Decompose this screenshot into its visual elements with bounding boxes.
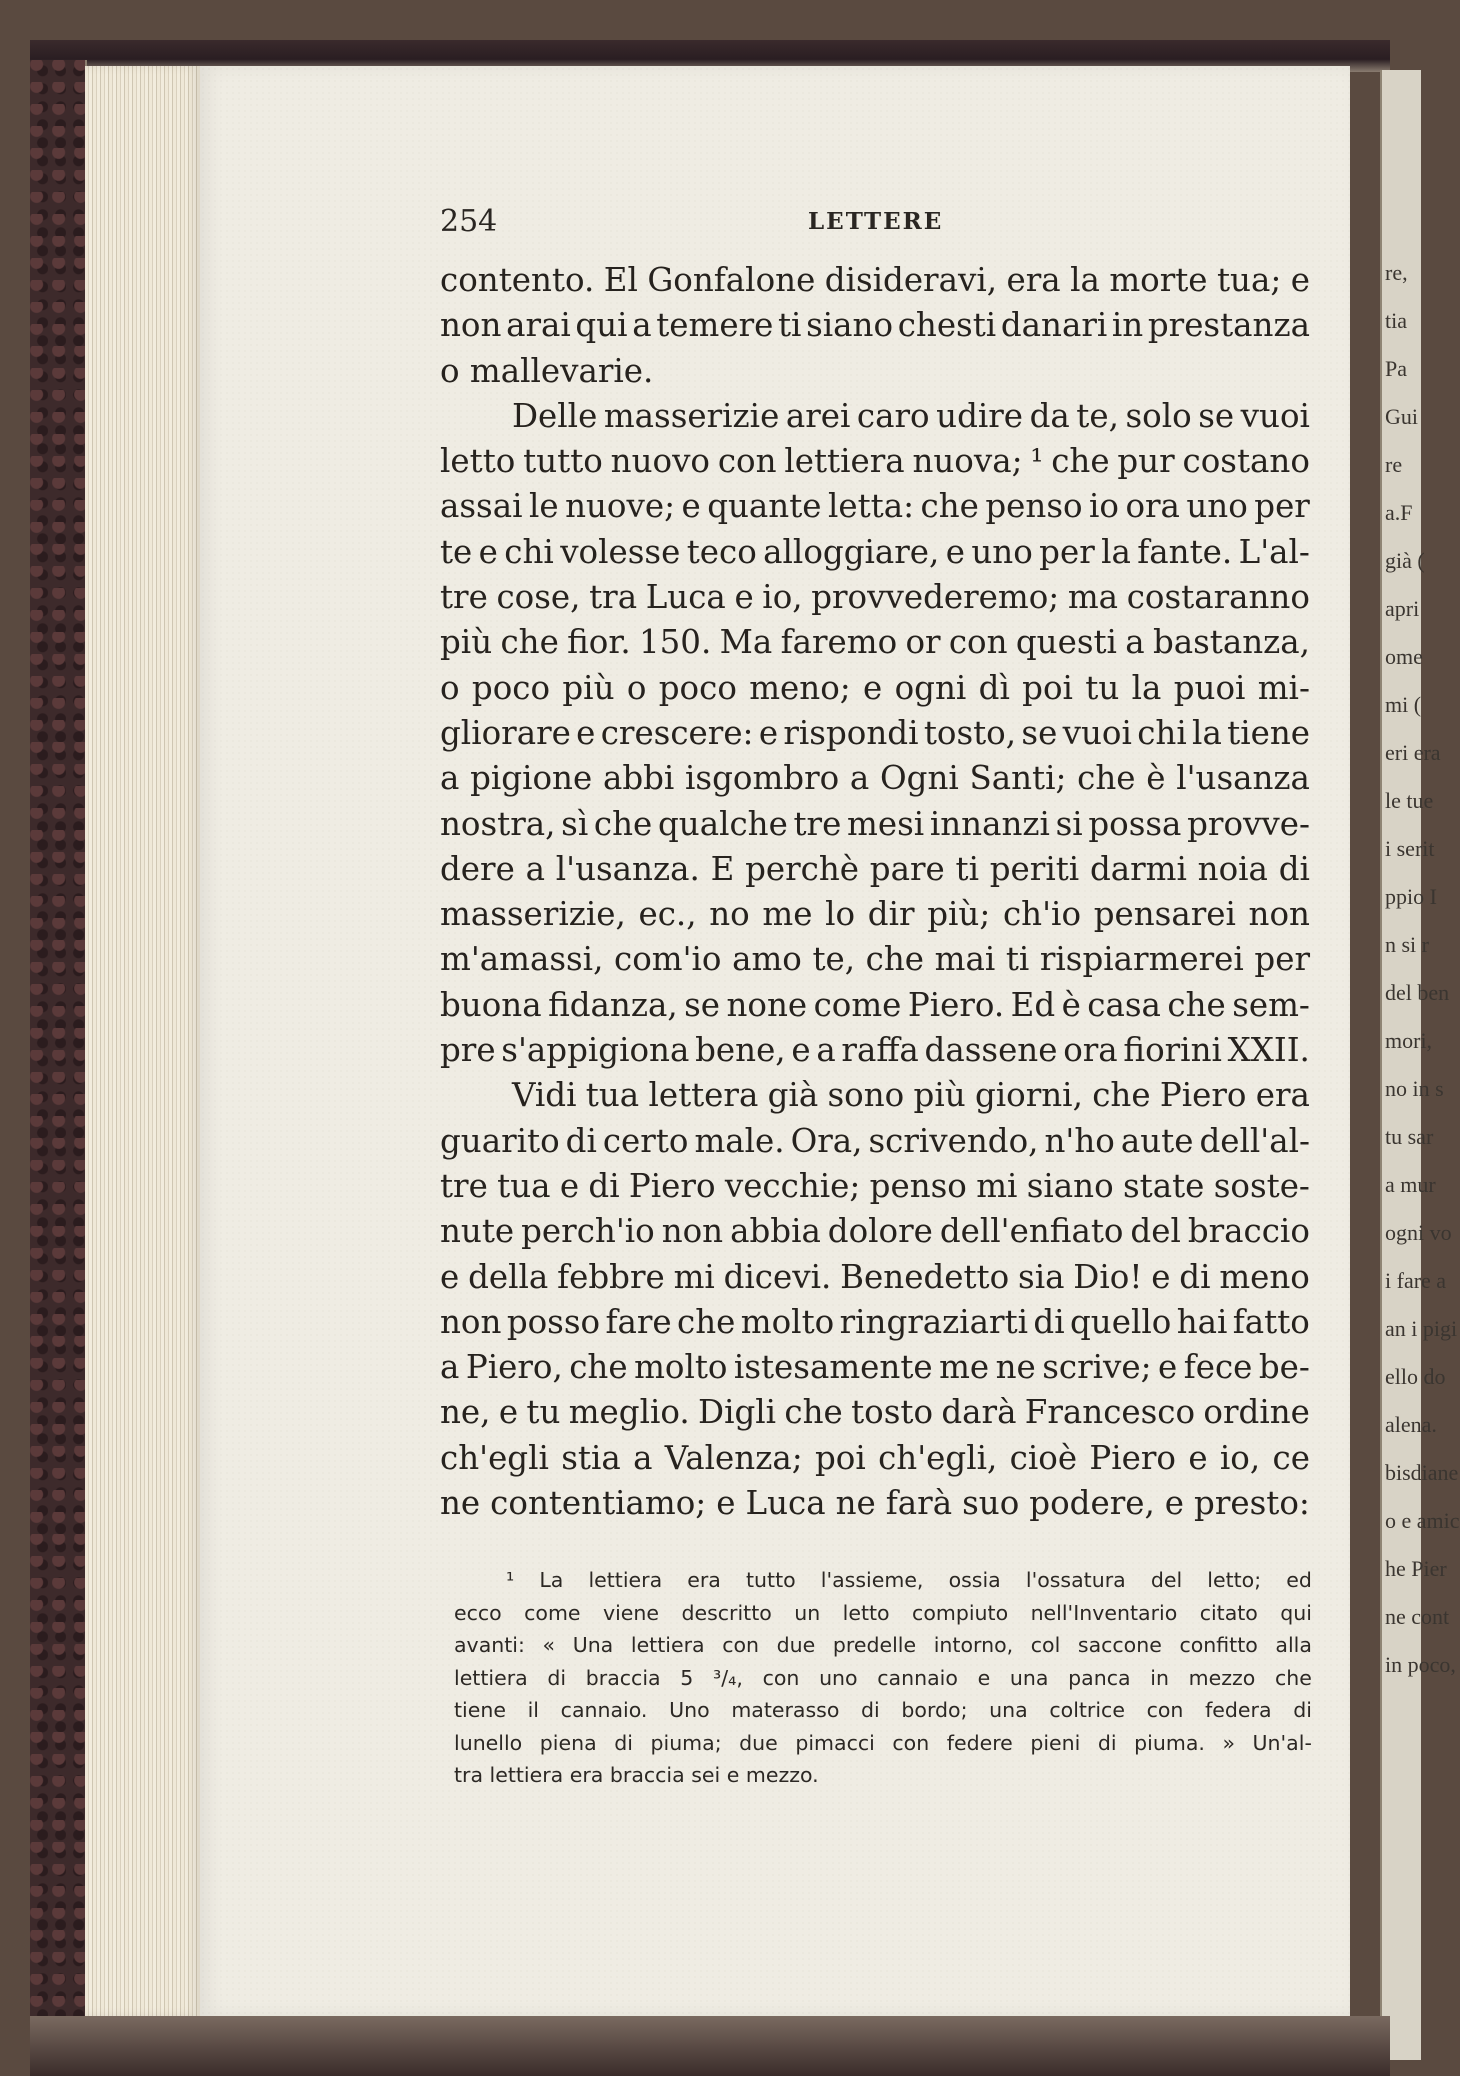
text-line: te e chi volesse teco alloggiare, e uno per la fante. L'al- (440, 532, 1310, 571)
adjacent-page-fragment: già ( (1385, 548, 1425, 573)
page-stack-edges (85, 66, 200, 2016)
adjacent-page-fragment: no in s (1385, 1076, 1444, 1101)
text-line: tre cose, tra Luca e io, provvederemo; ma costaranno (440, 578, 1310, 617)
text-line: a pigione abbi isgombro a Ogni Santi; che è l'usanza (440, 759, 1310, 798)
book-cover-edge (30, 60, 87, 2020)
adjacent-page-fragment: in poco, (1385, 1652, 1456, 1677)
text-line: Delle masserizie arei caro udire da te, solo se vuoi (512, 396, 1310, 435)
text-line: non arai qui a temere ti siano chesti danari in prestanza (440, 306, 1310, 345)
adjacent-page-fragment: ogni vo (1385, 1220, 1452, 1245)
footnote-line: ¹ La lettiera era tutto l'assieme, ossia l'ossatura del letto; ed (506, 1568, 1312, 1592)
adjacent-page-fragment: an i pigi (1385, 1316, 1458, 1341)
text-line: letto tutto nuovo con lettiera nuova; ¹ che pur costano (440, 442, 1310, 481)
adjacent-page-fragment: n si r (1385, 932, 1429, 957)
adjacent-page-fragment: mi ( (1385, 692, 1422, 717)
adjacent-page-fragment: mori, (1385, 1028, 1433, 1053)
adjacent-page-fragment: eri era (1385, 740, 1441, 765)
adjacent-page-fragment: tu sar (1385, 1124, 1434, 1149)
footnote-line: lettiera di braccia 5 ³/₄, con uno cannaio e una panca in mezzo che (454, 1665, 1312, 1690)
text-line: assai le nuove; e quante letta: che penso io ora uno per (440, 487, 1310, 526)
adjacent-page-fragment: re, (1385, 260, 1408, 285)
adjacent-page-edge (1380, 70, 1460, 2060)
footnote-line: tra lettiera era braccia sei e mezzo. (454, 1763, 819, 1787)
text-line: contento. El Gonfalone disideravi, era la morte tua; e (440, 261, 1310, 299)
adjacent-page-fragment: ne cont (1385, 1604, 1450, 1629)
text-line: buona fidanza, se none come Piero. Ed è casa che sem- (440, 985, 1310, 1024)
adjacent-page-fragment: he Pier (1385, 1556, 1447, 1581)
text-line: tre tua e di Piero vecchie; penso mi siano state soste- (440, 1166, 1310, 1205)
text-line: a Piero, che molto istesamente me ne scrive; e fece be- (440, 1348, 1310, 1387)
text-line: o poco più o poco meno; e ogni dì poi tu la puoi mi- (440, 668, 1310, 707)
text-line: m'amassi, com'io amo te, che mai ti rispiarmerei per (440, 940, 1310, 979)
adjacent-page-fragment: Gui (1385, 404, 1418, 429)
adjacent-page-fragment: apri (1385, 596, 1420, 621)
text-line: nostra, sì che qualche tre mesi innanzi si possa provve- (440, 804, 1310, 843)
adjacent-page-fragment: bisdiane (1385, 1460, 1459, 1485)
running-title: LETTERE (808, 208, 944, 235)
adjacent-page-fragment: ppio I (1385, 884, 1437, 909)
adjacent-page-fragment: del ben (1385, 980, 1450, 1005)
text-line: pre s'appigiona bene, e a raffa dassene ora fiorini XXII. (440, 1031, 1310, 1070)
adjacent-page-fragment: alena. (1385, 1412, 1437, 1437)
adjacent-page-fragment: Pa (1385, 356, 1407, 381)
text-line: masserizie, ec., no me lo dir più; ch'io pensarei non (440, 895, 1310, 934)
main-text (440, 258, 1310, 1526)
text-line: nute perch'io non abbia dolore dell'enfiato del braccio (440, 1212, 1310, 1251)
text-line: dere a l'usanza. E perchè pare ti periti darmi noia di (440, 849, 1310, 888)
text-line: non posso fare che molto ringraziarti di quello hai fatto (440, 1302, 1310, 1341)
text-line: ch'egli stia a Valenza; poi ch'egli, cioè Piero e io, ce (440, 1438, 1310, 1477)
text-line: ne, e tu meglio. Digli che tosto darà Francesco ordine (440, 1393, 1310, 1432)
text-line: guarito di certo male. Ora, scrivendo, n'ho aute dell'al- (440, 1121, 1310, 1160)
adjacent-page-fragment: o e amic (1385, 1508, 1460, 1533)
footnote-line: avanti: « Una lettiera con due predelle intorno, col saccone confitto alla (454, 1633, 1312, 1657)
footnote-line: tiene il cannaio. Uno materasso di bordo; una coltrice con federa di (454, 1698, 1312, 1722)
adjacent-page-fragment: i fare a (1385, 1268, 1447, 1293)
text-line: e della febbre mi dicevi. Benedetto sia Dio! e di meno (440, 1257, 1310, 1296)
adjacent-page-fragment: re (1385, 452, 1403, 477)
adjacent-page-fragment: a mur (1385, 1172, 1436, 1197)
text-line: Vidi tua lettera già sono più giorni, che Piero era (512, 1076, 1310, 1115)
adjacent-page-fragment: ello do (1385, 1364, 1446, 1389)
book-binding-bottom (30, 2016, 1390, 2076)
footnote-line: ecco come viene descritto un letto compiuto nell'Inventario citato qui (454, 1600, 1312, 1625)
footnote (454, 1564, 1312, 1792)
page-number: 254 (440, 204, 498, 239)
text-line: più che fior. 150. Ma faremo or con questi a bastanza, (440, 623, 1310, 662)
text-line: ne contentiamo; e Luca ne farà suo podere, e presto: (440, 1484, 1310, 1523)
adjacent-page-fragment: i serit (1385, 836, 1435, 861)
footnote-line: lunello piena di piuma; due pimacci con federe pieni di piuma. » Un'al- (454, 1730, 1312, 1755)
adjacent-page-fragment: le tue (1385, 788, 1434, 813)
text-line: gliorare e crescere: e rispondi tosto, se vuoi chi la tiene (440, 713, 1310, 752)
adjacent-page-fragment: ome (1385, 644, 1423, 669)
text-line: o mallevarie. (440, 351, 654, 390)
adjacent-page-fragment: tia (1385, 308, 1407, 333)
adjacent-page-fragment: a.F (1385, 500, 1413, 525)
